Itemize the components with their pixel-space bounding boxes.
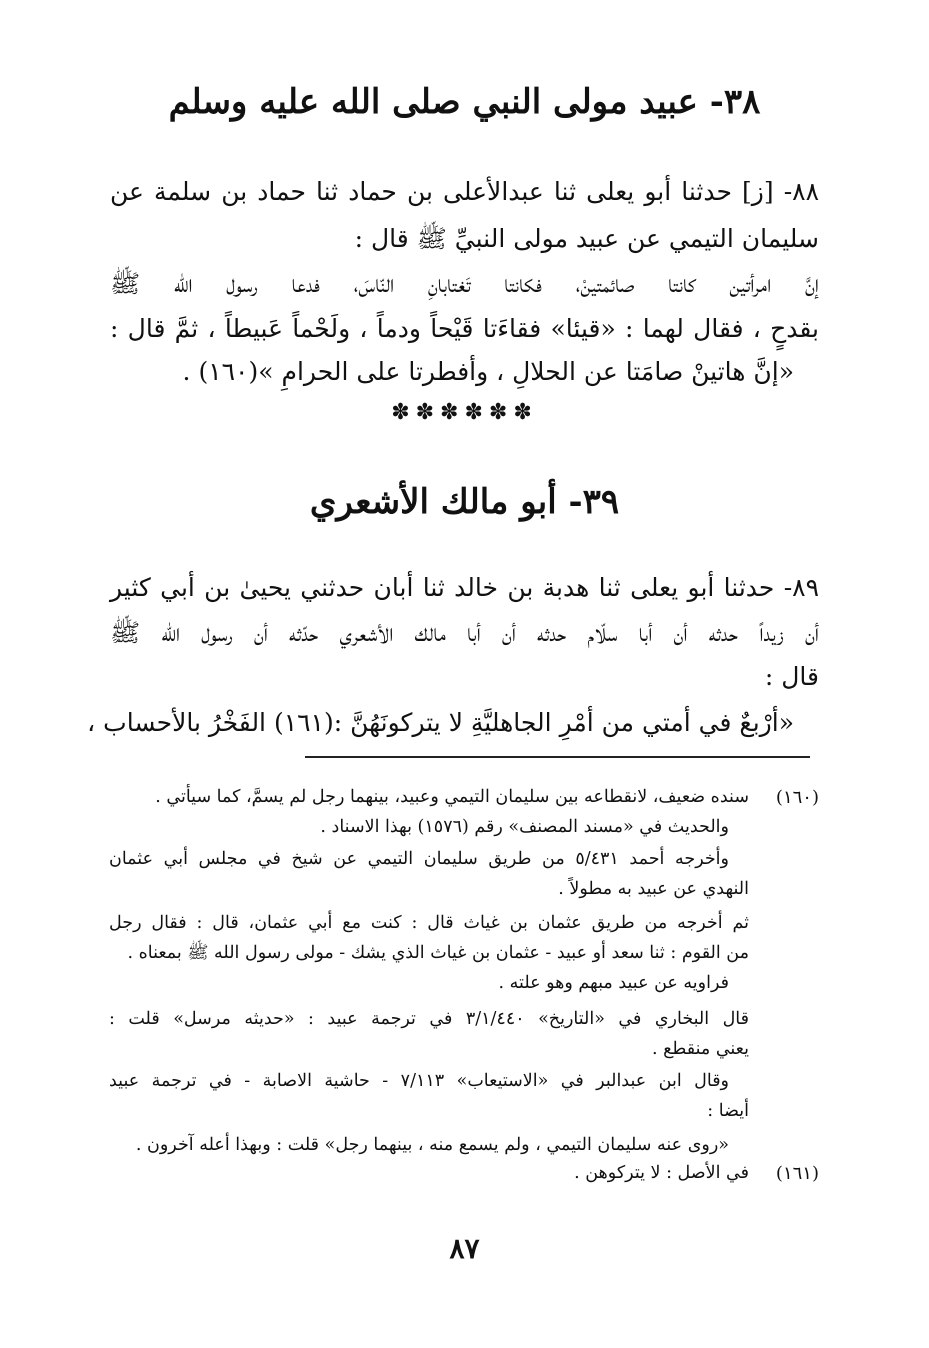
text-line: «أرْبعٌ في أمتي من أمْرِ الجاهليَّةِ لا يتركونَهُنَّ :(١٦١) الفَخْرُ بالأحساب ، <box>87 708 794 737</box>
footnote-number: (١٦٠) <box>775 787 819 808</box>
footnote-line: أيضا : <box>707 1101 749 1121</box>
footnote-line: والحديث في «مسند المصنف» رقم (١٥٧٦) بهذا الاسناد . <box>320 817 729 837</box>
text-line: أن زيداً حدثه أن أبا سلّام حدثه أن أبا مالك الأشعري حدّثه أن رسول الله ﷺ <box>110 618 819 647</box>
text-line: إنَّ امرأتين كانتا صائمتينْ، فكانتا تَغتابانِ النّاسَ، فدعا رسول الله ﷺ <box>110 269 819 298</box>
text-line: سليمان التيمي عن عبيد مولى النبيِّ ﷺ قال : <box>354 224 819 253</box>
page-number: ٨٧ <box>449 1232 480 1265</box>
footnote-line: فراويه عن عبيد مبهم وهو علته . <box>498 973 729 993</box>
text-line: ٨٨- [ز] حدثنا أبو يعلى ثنا عبدالأعلى بن حماد ثنا حماد بن سلمة عن <box>110 177 819 206</box>
text-line: قال : <box>764 662 819 691</box>
footnote-line: وقال ابن عبدالبر في «الاستيعاب» ٧/١١٣ - حاشية الاصابة - في ترجمة عبيد <box>109 1071 730 1091</box>
footnote-line: من القوم : ثنا سعد أو عبيد - عثمان بن غياث الذي يشك - مولى رسول الله ﷺ بمعناه . <box>127 943 749 963</box>
section-separator: ✽✽✽✽✽✽ <box>391 400 538 425</box>
footnote-line: «روى عنه سليمان التيمي ، ولم يسمع منه ، بينهما رجل» قلت : وبهذا أعله آخرون . <box>135 1135 729 1155</box>
footnote-line: ثم أخرجه من طريق عثمان بن غياث قال : كنت مع أبي عثمان، قال : فقال رجل <box>109 913 749 933</box>
section-38-heading: ٣٨- عبيد مولى النبي صلى الله عليه وسلم <box>168 82 761 122</box>
footnote-line: سنده ضعيف، لانقطاعه بين سليمان التيمي وعبيد، بينهما رجل لم يسمَّ، كما سيأتي . <box>155 787 749 807</box>
text-line: «إنَّ هاتينْ صامَتا عن الحلالِ ، وأفطرتا على الحرامِ »(١٦٠) . <box>182 357 794 386</box>
footnote-line: قال البخاري في «التاريخ» ٣/١/٤٤٠ في ترجمة عبيد : «حديثه مرسل» قلت : <box>109 1009 749 1029</box>
footnote-line: في الأصل : لا يتركوهن . <box>574 1163 749 1183</box>
footnote-line: النهدي عن عبيد به مطولاً . <box>558 879 749 899</box>
section-39-heading: ٣٩- أبو مالك الأشعري <box>309 482 620 522</box>
text-line: بقدحٍ ، فقال لهما : «قيئا» فقاءَتا قَيْحاً ودماً ، ولَحْماً عَبيطاً ، ثمَّ قال : <box>110 314 819 343</box>
footnote-line: يعني منقطع . <box>651 1039 749 1059</box>
footnote-line: وأخرجه أحمد ٥/٤٣١ من طريق سليمان التيمي عن شيخ في مجلس أبي عثمان <box>109 849 729 869</box>
footnote-number: (١٦١) <box>775 1163 819 1184</box>
footnote-divider <box>305 756 810 758</box>
text-line: ٨٩- حدثنا أبو يعلى ثنا هدبة بن خالد ثنا أبان حدثني يحيىٰ بن أبي كثير <box>110 573 819 602</box>
